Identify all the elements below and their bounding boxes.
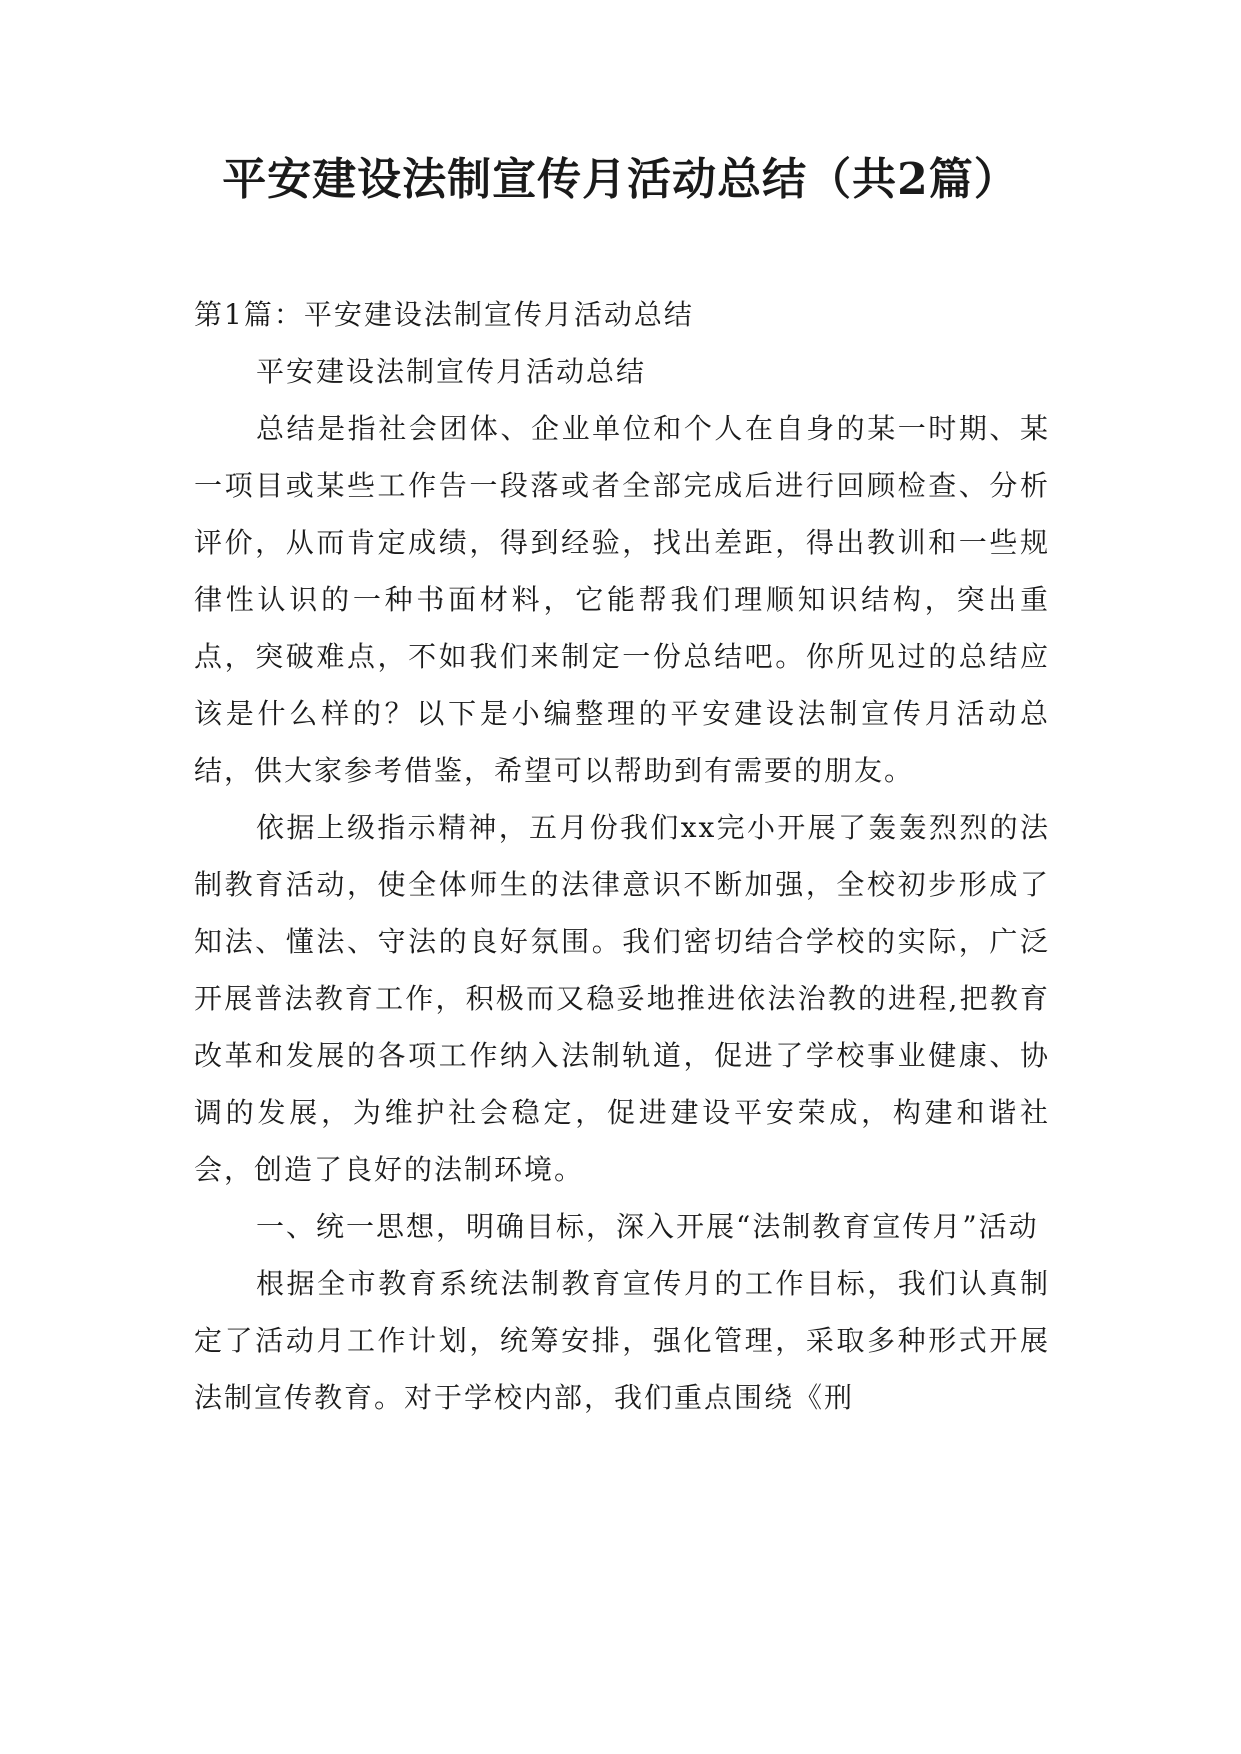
body-paragraph: 根据全市教育系统法制教育宣传月的工作目标，我们认真制定了活动月工作计划，统筹安排，强化管理，采取多种形式开展法制宣传教育。对于学校内部，我们重点围绕《刑 [194,1267,1050,1414]
body-paragraph: 总结是指社会团体、企业单位和个人在自身的某一时期、某一项目或某些工作告一段落或者全部完成后进行回顾检查、分析评价，从而肯定成绩，得到经验，找出差距，得出教训和一些规律性认识的一种书面材料，它能帮我们理顺知识结构，突出重点，突破难点，不如我们来制定一份总结吧。你所见过的总结应该是什么样的？以下是小编整理的平安建设法制宣传月活动总结，供大家参考借鉴，希望可以帮助到有需要的朋友。 [194,412,1050,787]
document-body [194,286,1050,1426]
section-heading: 第1篇：平安建设法制宣传月活动总结 [194,298,694,331]
subsection-heading: 一、统一思想，明确目标，深入开展“法制教育宣传月”活动 [256,1210,1039,1243]
section-subtitle: 平安建设法制宣传月活动总结 [256,355,647,388]
body-paragraph: 依据上级指示精神，五月份我们xx完小开展了轰轰烈烈的法制教育活动，使全体师生的法律意识不断加强，全校初步形成了知法、懂法、守法的良好氛围。我们密切结合学校的实际，广泛开展普法教育工作，积极而又稳妥地推进依法治教的进程,把教育改革和发展的各项工作纳入法制轨道，促进了学校事业健康、协调的发展，为维护社会稳定，促进建设平安荣成，构建和谐社会，创造了良好的法制环境。 [194,811,1050,1186]
document-title: 平安建设法制宣传月活动总结（共2篇） [222,154,1019,205]
